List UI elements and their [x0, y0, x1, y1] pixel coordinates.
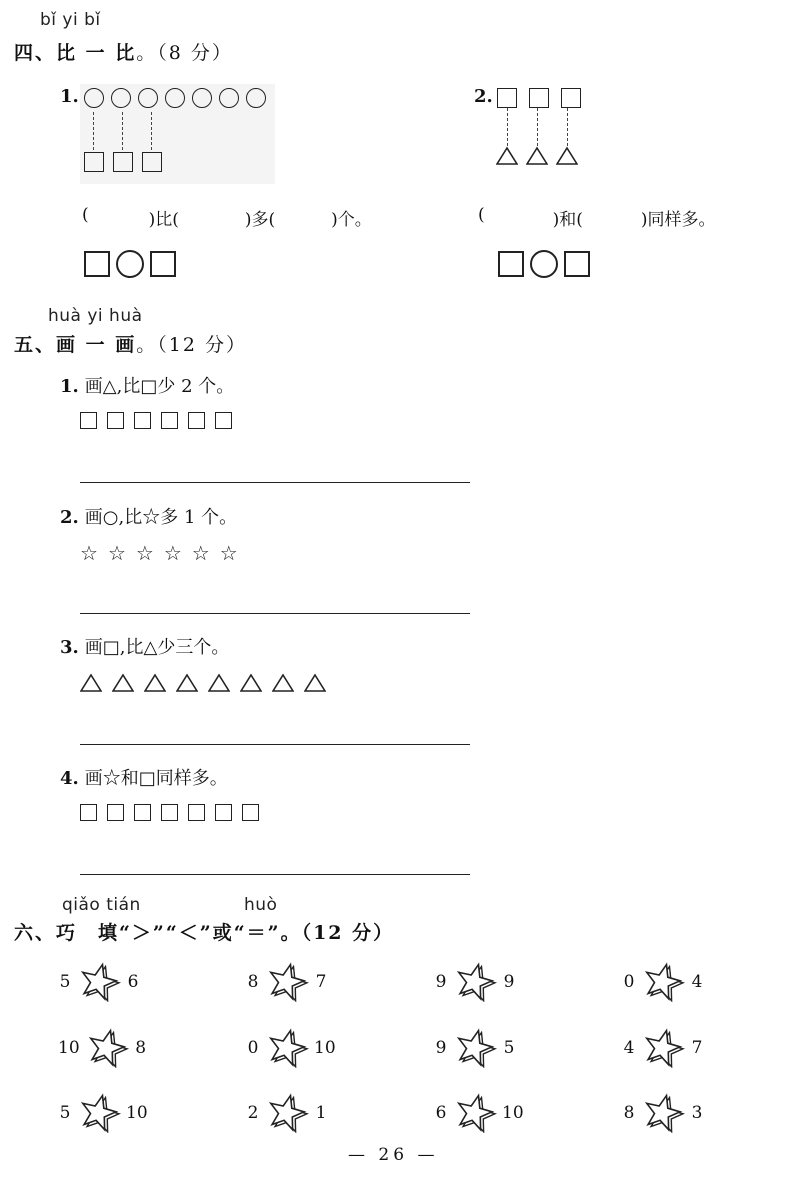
right-number: 1 [315, 1103, 327, 1123]
page-number: — 26 — [348, 1145, 439, 1165]
q1-ge-text: )个。 [331, 210, 372, 230]
q2-tongyangduo-text: )同样多。 [640, 210, 716, 230]
circle-icon [138, 88, 158, 108]
triangle-icon [304, 673, 326, 693]
square-icon [561, 88, 581, 108]
q2-triangle-row [496, 146, 580, 166]
left-number: 2 [247, 1103, 259, 1123]
q1-compare-boxes [84, 250, 176, 278]
q2-square-row [497, 88, 581, 108]
triangle-icon [240, 673, 262, 693]
q1-circle-row [84, 88, 266, 108]
comparison-star-blank[interactable] [452, 962, 498, 1002]
triangle-icon [272, 673, 294, 693]
right-number: 9 [503, 972, 515, 992]
q2-blank-2[interactable] [583, 205, 641, 230]
right-number: 5 [503, 1038, 515, 1058]
circle-icon [192, 88, 212, 108]
section6-pinyin-huo: huò [244, 895, 278, 915]
section5-pinyin: huà yi huà [48, 306, 143, 326]
comparison-star-blank[interactable] [264, 1028, 310, 1068]
comparison-item [58, 1028, 148, 1068]
star-icon: ☆ [163, 541, 182, 565]
shape-row [80, 673, 326, 693]
shape-row [80, 543, 238, 563]
section5-title: 五、画 一 画 [14, 334, 137, 356]
question-instruction: 画△,比□少 2 个。 [84, 376, 235, 397]
square-icon [113, 152, 133, 172]
comparison-item [434, 1028, 516, 1068]
square-icon [84, 152, 104, 172]
question-instruction: 画☆和□同样多。 [84, 768, 228, 789]
triangle-icon [144, 673, 166, 693]
section6-title: 六、巧 填“＞”“＜”或“＝”。（12 分） [14, 922, 395, 944]
question-number: 3. [60, 637, 79, 658]
answer-line-1[interactable] [80, 482, 470, 483]
comparison-item [434, 1093, 524, 1133]
comparison-item [58, 1093, 148, 1133]
comparison-star-blank[interactable] [264, 962, 310, 1002]
left-number: 9 [435, 972, 447, 992]
left-number: 9 [435, 1038, 447, 1058]
comparison-item [434, 962, 516, 1002]
star-icon: ☆ [219, 541, 238, 565]
right-number: 7 [691, 1038, 703, 1058]
circle-icon [246, 88, 266, 108]
comparison-star-blank[interactable] [264, 1093, 310, 1133]
question-text [60, 764, 259, 790]
draw-question-1 [60, 372, 234, 429]
right-number: 7 [315, 972, 327, 992]
triangle-icon [176, 673, 198, 693]
triangle-icon [80, 673, 102, 693]
circle-icon [84, 88, 104, 108]
star-icon: ☆ [135, 541, 154, 565]
right-number: 8 [135, 1038, 147, 1058]
shape-row [80, 412, 234, 429]
star-icon: ☆ [191, 541, 210, 565]
q2-answer-box-left[interactable] [498, 251, 524, 277]
square-icon [134, 804, 151, 821]
square-icon [215, 412, 232, 429]
comparison-star-blank[interactable] [76, 1093, 122, 1133]
q1-blank-1[interactable] [89, 205, 149, 230]
question-text [60, 503, 238, 529]
right-number: 10 [502, 1103, 524, 1123]
q1-open-paren: ( [82, 205, 89, 225]
comparison-item [622, 1028, 704, 1068]
comparison-star-blank[interactable] [452, 1028, 498, 1068]
left-number: 8 [247, 972, 259, 992]
q2-number: 2. [474, 86, 493, 107]
square-icon [242, 804, 259, 821]
draw-question-3 [60, 633, 326, 693]
right-number: 10 [126, 1103, 148, 1123]
q2-open-paren: ( [478, 205, 485, 225]
q1-number: 1. [60, 86, 79, 107]
section5-heading [14, 330, 247, 357]
square-icon [80, 412, 97, 429]
q1-blank-2[interactable] [179, 205, 245, 230]
question-instruction: 画□,比△少三个。 [84, 637, 230, 658]
comparison-star-blank[interactable] [76, 962, 122, 1002]
q2-he-text: )和( [552, 210, 583, 230]
square-icon [188, 412, 205, 429]
q1-blank-3[interactable] [275, 205, 331, 230]
square-icon [80, 804, 97, 821]
star-icon: ☆ [80, 541, 98, 565]
answer-line-3[interactable] [80, 744, 470, 745]
section4-heading [14, 38, 233, 65]
comparison-item [58, 962, 140, 1002]
q1-match-line [151, 112, 152, 150]
comparison-item [246, 1093, 328, 1133]
q2-match-line [537, 108, 538, 146]
question-text [60, 372, 234, 398]
q1-square-row [84, 152, 162, 172]
q2-blank-1[interactable] [485, 205, 553, 230]
square-icon [134, 412, 151, 429]
section4-pinyin: bǐ yi bǐ [40, 10, 101, 30]
q1-bi-text: )比( [148, 210, 179, 230]
q2-match-line [567, 108, 568, 146]
square-icon [142, 152, 162, 172]
section4-title: 四、比 一 比 [14, 42, 137, 64]
answer-line-4[interactable] [80, 874, 470, 875]
question-number: 2. [60, 507, 79, 528]
draw-question-4 [60, 764, 259, 821]
left-number: 4 [623, 1038, 635, 1058]
square-icon [215, 804, 232, 821]
left-number: 8 [623, 1103, 635, 1123]
question-number: 4. [60, 768, 79, 789]
star-icon: ☆ [107, 541, 126, 565]
section4-score: 。（8 分） [136, 42, 233, 64]
shape-row [80, 804, 259, 821]
square-icon [497, 88, 517, 108]
q2-answer-box-right[interactable] [564, 251, 590, 277]
circle-icon [219, 88, 239, 108]
comparison-item [246, 962, 328, 1002]
square-icon [161, 804, 178, 821]
comparison-star-blank[interactable] [640, 1093, 686, 1133]
comparison-item [246, 1028, 336, 1068]
triangle-icon [496, 146, 518, 166]
right-number: 10 [314, 1038, 336, 1058]
question-number: 1. [60, 376, 79, 397]
left-number: 0 [247, 1038, 259, 1058]
triangle-icon [208, 673, 230, 693]
square-icon [529, 88, 549, 108]
question-instruction: 画○,比☆多 1 个。 [84, 507, 238, 528]
comparison-star-blank[interactable] [640, 962, 686, 1002]
circle-icon [111, 88, 131, 108]
right-number: 4 [691, 972, 703, 992]
q1-match-line [122, 112, 123, 150]
left-number: 5 [59, 972, 71, 992]
comparison-star-blank[interactable] [640, 1028, 686, 1068]
q1-compare-circle[interactable] [116, 250, 144, 278]
left-number: 5 [59, 1103, 71, 1123]
section5-score: 。（12 分） [136, 334, 247, 356]
triangle-icon [112, 673, 134, 693]
q1-answer-box-right[interactable] [150, 251, 176, 277]
square-icon [188, 804, 205, 821]
q1-match-line [93, 112, 94, 150]
left-number: 0 [623, 972, 635, 992]
section6-pinyin-qiaotian: qiǎo tián [62, 895, 141, 915]
comparison-star-blank[interactable] [452, 1093, 498, 1133]
triangle-icon [526, 146, 548, 166]
question-text [60, 633, 326, 659]
comparison-item [622, 1093, 704, 1133]
square-icon [161, 412, 178, 429]
q1-duo-text: )多( [244, 210, 276, 230]
draw-question-2 [60, 503, 238, 563]
answer-line-2[interactable] [80, 613, 470, 614]
q1-sentence [82, 205, 372, 230]
left-number: 6 [435, 1103, 447, 1123]
square-icon [107, 804, 124, 821]
left-number: 10 [58, 1038, 80, 1058]
comparison-item [622, 962, 704, 1002]
square-icon [107, 412, 124, 429]
q2-sentence [478, 205, 716, 230]
q2-compare-circle[interactable] [530, 250, 558, 278]
circle-icon [165, 88, 185, 108]
comparison-star-blank[interactable] [84, 1028, 130, 1068]
right-number: 6 [127, 972, 139, 992]
q2-match-line [507, 108, 508, 146]
triangle-icon [556, 146, 578, 166]
right-number: 3 [691, 1103, 703, 1123]
q2-compare-boxes [498, 250, 590, 278]
q1-answer-box-left[interactable] [84, 251, 110, 277]
